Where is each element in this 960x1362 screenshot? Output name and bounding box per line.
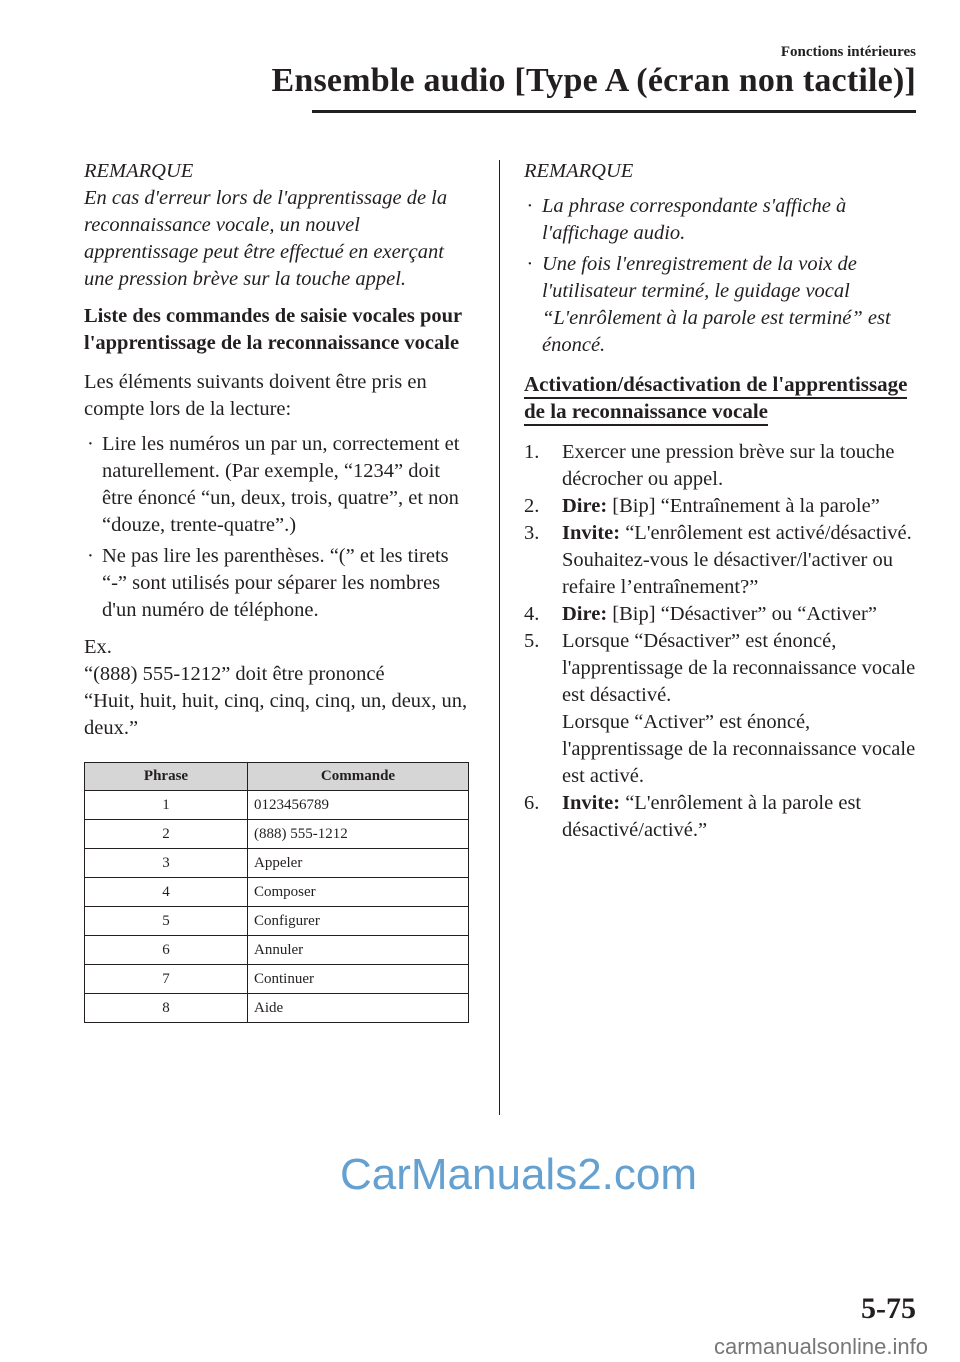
step-number: 2. <box>524 495 540 517</box>
table-header-row <box>85 763 469 791</box>
example-line: “Huit, huit, huit, cinq, cinq, cinq, un, deux, un, deux.” <box>84 690 468 739</box>
phrase-cell: 4 <box>85 878 248 907</box>
step-label: Dire: <box>562 495 608 517</box>
bullet-item <box>84 431 474 539</box>
step-number: 3. <box>524 522 540 544</box>
step-item <box>524 493 924 520</box>
table-row <box>85 820 469 849</box>
table-row <box>85 878 469 907</box>
step-label: Invite: <box>562 792 621 814</box>
bullet-text: Lire les numéros un par un, correctement et naturellement. (Par exemple, “1234” doit être énoncé “un, deux, trois, quatre”, et non “douze, trente-quatre”.) <box>102 433 460 536</box>
header-rule <box>312 110 916 113</box>
column-divider <box>499 160 500 1115</box>
bullet-text: Ne pas lire les parenthèses. “(” et les tirets “-” sont utilisés pour séparer les nombres d'un numéro de téléphone. <box>102 545 449 621</box>
step-text: Lorsque “Désactiver” est énoncé, l'apprentissage de la reconnaissance vocale est désactivé. <box>562 630 916 706</box>
command-cell: Appeler <box>248 849 469 878</box>
command-cell: Annuler <box>248 936 469 965</box>
step-item <box>524 439 924 493</box>
table-row <box>85 965 469 994</box>
step-label: Dire: <box>562 603 608 625</box>
table-row <box>85 994 469 1023</box>
phrase-cell: 8 <box>85 994 248 1023</box>
bullet-dot-icon: · <box>87 433 94 455</box>
step-text: “L'enrôlement est activé/désactivé. Souhaitez-vous le désactiver/l'activer ou refaire l’entraînement?” <box>562 522 912 598</box>
example-label: Ex. <box>84 636 112 658</box>
remark-bullet <box>524 193 924 247</box>
column-header: Phrase <box>85 763 248 791</box>
steps-list <box>524 439 924 844</box>
footer-watermark: carmanualsonline.info <box>713 1334 928 1359</box>
bullet-item <box>84 543 474 624</box>
column-header: Commande <box>248 763 469 791</box>
command-cell: Configurer <box>248 907 469 936</box>
step-item <box>524 520 924 601</box>
command-cell: Aide <box>248 994 469 1023</box>
page-number: 5-75 <box>861 1292 916 1325</box>
watermark-logo: CarManuals2.com <box>340 1150 698 1199</box>
step-number: 6. <box>524 792 540 814</box>
step-text: [Bip] “Entraînement à la parole” <box>607 495 880 517</box>
table-row <box>85 791 469 820</box>
section-label: Fonctions intérieures <box>780 44 916 60</box>
command-table <box>84 762 469 1023</box>
step-item <box>524 601 924 628</box>
phrase-cell: 5 <box>85 907 248 936</box>
phrase-cell: 7 <box>85 965 248 994</box>
remark-text: En cas d'erreur lors de l'apprentissage de la reconnaissance vocale, un nouvel apprentissage peut être effectué en exerçant une pression brève sur la touche appel. <box>84 187 448 290</box>
page-title: Ensemble audio [Type A (écran non tactile)] <box>271 62 916 99</box>
phrase-cell: 2 <box>85 820 248 849</box>
command-cell: (888) 555-1212 <box>248 820 469 849</box>
step-text-continued: Lorsque “Activer” est énoncé, l'apprentissage de la reconnaissance vocale est activé. <box>562 711 916 787</box>
table-row <box>85 907 469 936</box>
step-text: “L'enrôlement à la parole est désactivé/activé.” <box>562 792 862 841</box>
phrase-cell: 6 <box>85 936 248 965</box>
remark-bullet-text: Une fois l'enregistrement de la voix de l'utilisateur terminé, le guidage vocal “L'enrôlement à la parole est terminé” est énoncé. <box>542 253 891 356</box>
step-number: 4. <box>524 603 540 625</box>
bullet-dot-icon: · <box>87 545 94 567</box>
step-number: 5. <box>524 630 540 652</box>
right-column <box>524 158 924 844</box>
bullet-dot-icon: · <box>527 253 533 275</box>
step-text: [Bip] “Désactiver” ou “Activer” <box>607 603 877 625</box>
step-label: Invite: <box>562 522 621 544</box>
example-line: “(888) 555-1212” doit être prononcé <box>84 663 385 685</box>
list-title: Liste des commandes de saisie vocales pour l'apprentissage de la reconnaissance vocale <box>84 305 462 354</box>
command-cell: Composer <box>248 878 469 907</box>
step-text: Exercer une pression brève sur la touche décrocher ou appel. <box>562 441 895 490</box>
bullet-dot-icon: · <box>527 195 533 217</box>
remark-bullet-text: La phrase correspondante s'affiche à l'affichage audio. <box>542 195 847 244</box>
step-number: 1. <box>524 441 540 463</box>
section-heading <box>524 371 924 425</box>
phrase-cell: 3 <box>85 849 248 878</box>
phrase-cell: 1 <box>85 791 248 820</box>
table-row <box>85 849 469 878</box>
step-item <box>524 790 924 844</box>
command-cell: 0123456789 <box>248 791 469 820</box>
intro-text: Les éléments suivants doivent être pris en compte lors de la lecture: <box>84 371 427 420</box>
step-item <box>524 628 924 790</box>
left-column <box>84 158 474 1023</box>
remark-label: REMARQUE <box>524 160 634 182</box>
remark-label: REMARQUE <box>84 160 194 182</box>
remark-bullet <box>524 251 924 359</box>
command-cell: Continuer <box>248 965 469 994</box>
section-heading-text: Activation/désactivation de l'apprentissage de la reconnaissance vocale <box>524 372 907 426</box>
table-row <box>85 936 469 965</box>
